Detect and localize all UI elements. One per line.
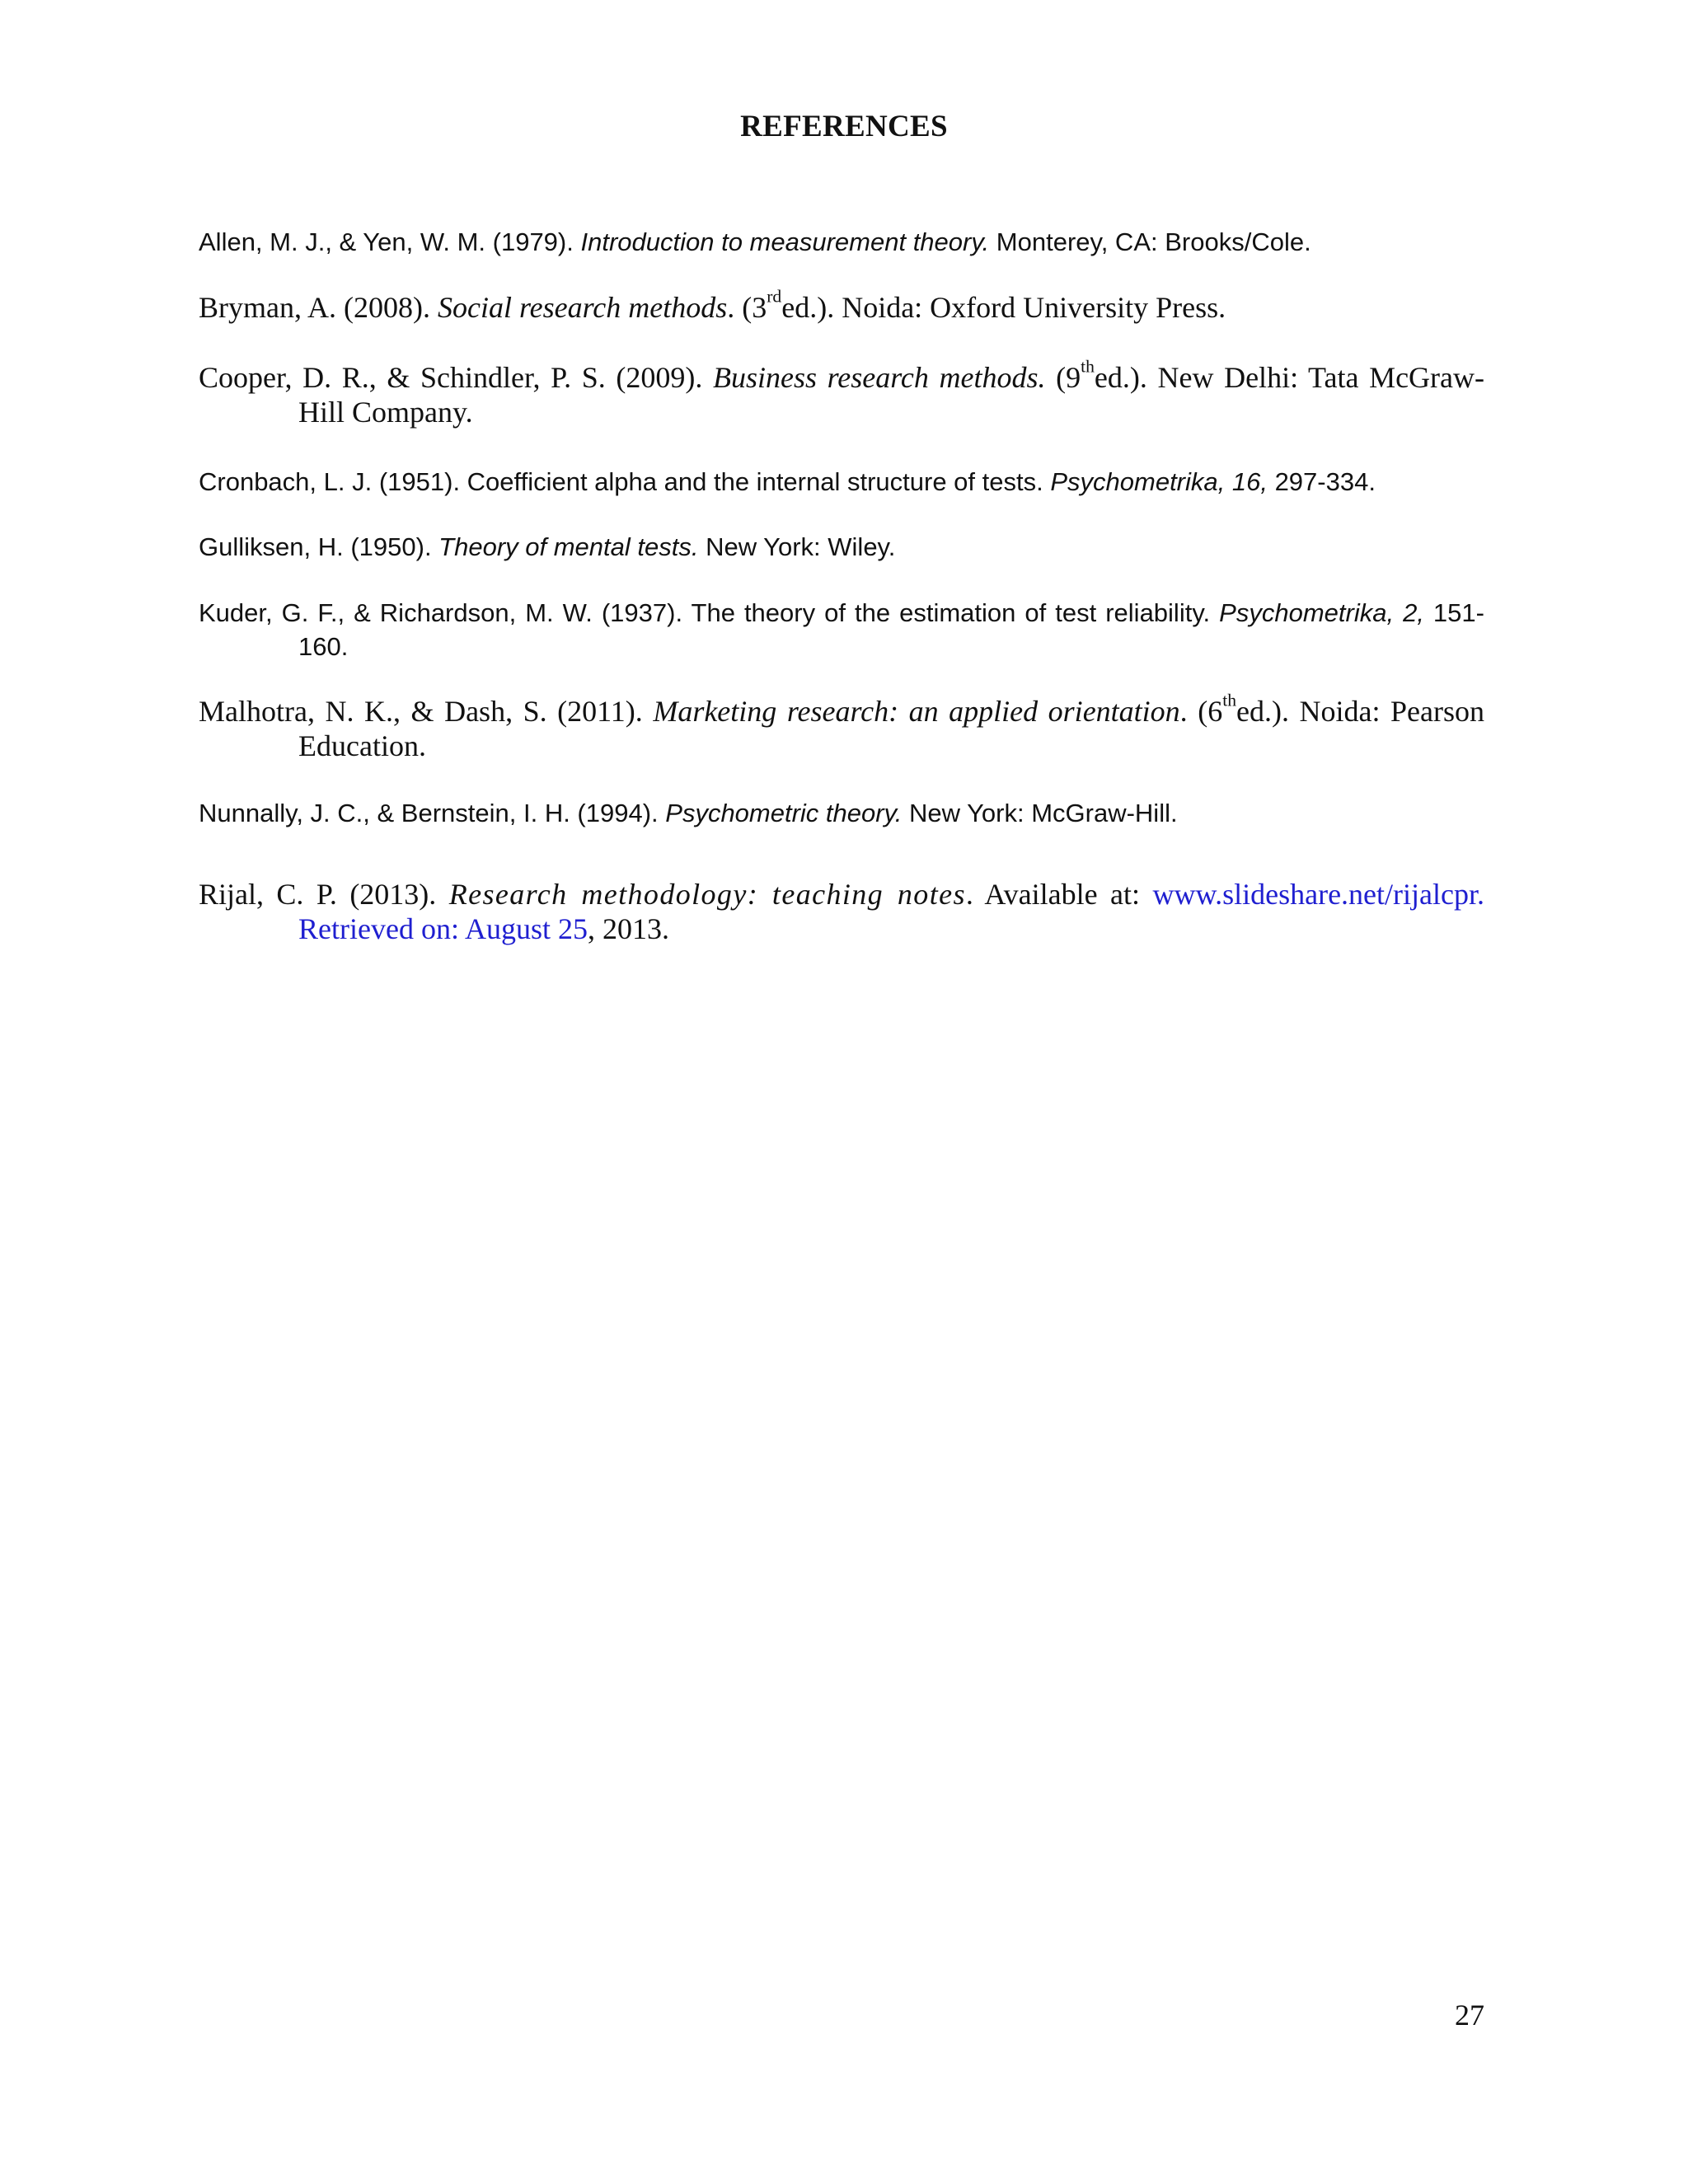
reference-rijal xyxy=(199,877,1484,946)
reference-title: Theory of mental tests. xyxy=(438,532,699,561)
reference-tail: , 2013. xyxy=(587,912,669,945)
reference-title: Introduction to measurement theory. xyxy=(580,227,990,256)
reference-lead: Malhotra, N. K., & Dash, S. (2011). xyxy=(199,695,654,728)
reference-edition-suffix: th xyxy=(1081,356,1095,377)
reference-lead: Cronbach, L. J. (1951). Coefficient alpha and the internal structure of tests. xyxy=(199,467,1051,496)
reference-lead: Bryman, A. (2008). xyxy=(199,291,438,324)
reference-title: Psychometric theory. xyxy=(665,799,903,827)
reference-gulliksen xyxy=(199,530,1484,564)
reference-tail: 151-160. xyxy=(298,598,1484,661)
reference-tail: New York: McGraw-Hill. xyxy=(902,799,1178,827)
reference-lead: Cooper, D. R., & Schindler, P. S. (2009). xyxy=(199,361,713,394)
reference-lead: Gulliksen, H. (1950). xyxy=(199,532,439,561)
reference-title: Psychometrika, 16, xyxy=(1050,467,1268,496)
reference-tail: New York: Wiley. xyxy=(698,532,896,561)
reference-tail: ed.). Noida: Pearson Education. xyxy=(298,695,1484,762)
reference-tail: ed.). New Delhi: Tata McGraw-Hill Company. xyxy=(298,361,1485,429)
reference-tail: ed.). Noida: Oxford University Press. xyxy=(781,291,1226,324)
reference-edition-suffix: rd xyxy=(767,286,782,307)
reference-lead: Allen, M. J., & Yen, W. M. (1979). xyxy=(199,227,581,256)
reference-title: Psychometrika, 2, xyxy=(1219,598,1424,627)
reference-kuder xyxy=(199,596,1484,663)
reference-mid: . (6 xyxy=(1179,695,1223,728)
page-title: REFERENCES xyxy=(740,110,948,143)
reference-title: Research methodology: teaching notes xyxy=(448,878,966,911)
reference-title: Business research methods. xyxy=(713,361,1046,394)
reference-cronbach xyxy=(199,465,1484,499)
reference-allen xyxy=(199,225,1484,259)
reference-nunnally xyxy=(199,796,1484,830)
reference-lead: Nunnally, J. C., & Bernstein, I. H. (1994). xyxy=(199,799,666,827)
reference-title: Marketing research: an applied orientation xyxy=(653,695,1180,728)
reference-mid: (9 xyxy=(1045,361,1081,394)
reference-bryman xyxy=(199,286,1484,325)
reference-tail: 297-334. xyxy=(1267,467,1376,496)
reference-title: Social research methods xyxy=(437,291,728,324)
reference-cooper xyxy=(199,356,1485,429)
reference-malhotra xyxy=(199,690,1484,763)
reference-mid: . Available at: xyxy=(965,878,1153,911)
page-number: 27 xyxy=(1455,1999,1484,2032)
reference-lead: Rijal, C. P. (2013). xyxy=(199,878,449,911)
reference-lead: Kuder, G. F., & Richardson, M. W. (1937). The theory of the estimation of test reliability. xyxy=(199,598,1220,627)
reference-edition-suffix: th xyxy=(1222,690,1236,710)
reference-url-link[interactable]: www.slideshare.net/rijalcpr. Retrieved on: August 25 xyxy=(298,878,1484,945)
reference-tail: Monterey, CA: Brooks/Cole. xyxy=(989,227,1311,256)
reference-mid: . (3 xyxy=(727,291,767,324)
